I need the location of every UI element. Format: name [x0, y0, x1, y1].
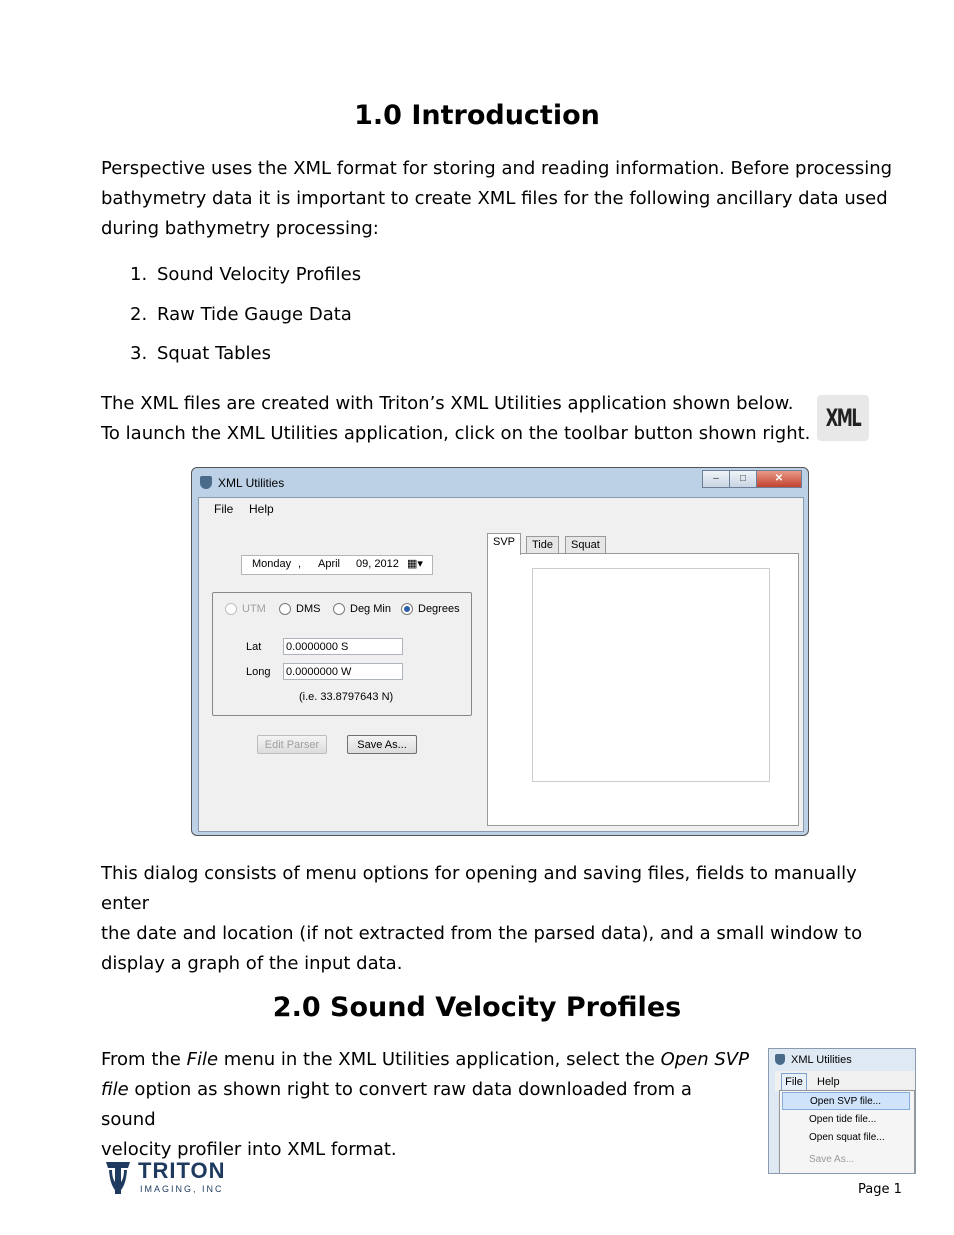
file-dropdown: [779, 1090, 915, 1174]
xml-toolbar-icon: XML: [817, 395, 869, 441]
logo-subtitle: IMAGING, INC: [140, 1184, 224, 1194]
triton-logo: [104, 1158, 229, 1198]
window-title: XML Utilities: [218, 476, 285, 490]
tab-tide[interactable]: Tide: [526, 536, 559, 554]
svp-line-3: velocity profiler into XML format.: [101, 1139, 397, 1160]
xml-utilities-window: [191, 467, 809, 836]
menu-item-open-squat[interactable]: Open squat file...: [809, 1132, 885, 1143]
radio-deg-min[interactable]: Deg Min: [333, 603, 391, 615]
launch-line-1: The XML files are created with Triton’s XML Utilities application shown below.: [101, 393, 794, 414]
maximize-icon[interactable]: □: [729, 470, 757, 488]
svp-line-1: From the File menu in the XML Utilities application, select the Open SVP: [101, 1049, 749, 1070]
mini-menu-help[interactable]: Help: [817, 1076, 840, 1088]
minimize-icon[interactable]: –: [702, 470, 730, 488]
radio-dms[interactable]: DMS: [279, 603, 320, 615]
lat-label: Lat: [246, 641, 262, 653]
tab-squat[interactable]: Squat: [565, 536, 606, 554]
app-icon: [200, 476, 212, 489]
radio-utm[interactable]: UTM: [225, 603, 266, 615]
app-icon: [775, 1054, 785, 1065]
list-item: 1. Sound Velocity Profiles: [130, 264, 362, 285]
intro-line-1: Perspective uses the XML format for storing and reading information. Before processing: [101, 158, 893, 179]
radio-degrees[interactable]: Degrees: [401, 603, 460, 615]
logo-name: TRITON: [138, 1158, 226, 1183]
tab-svp[interactable]: SVP: [487, 533, 521, 555]
window-controls: [703, 470, 802, 488]
menu-file[interactable]: File: [214, 502, 234, 516]
list-item: 2. Raw Tide Gauge Data: [130, 304, 352, 325]
mini-menu-file[interactable]: File: [781, 1073, 807, 1091]
intro-line-2: bathymetry data it is important to create XML files for the following ancillary data used: [101, 188, 888, 209]
intro-paragraph: [101, 154, 901, 244]
dialog-line-2: the date and location (if not extracted from the parsed data), and a small window to: [101, 923, 863, 944]
long-input[interactable]: 0.0000000 W: [283, 663, 403, 680]
menu-item-open-svp[interactable]: Open SVP file...: [782, 1092, 910, 1110]
example-hint: (i.e. 33.8797643 N): [299, 691, 394, 703]
intro-line-3: during bathymetry processing:: [101, 218, 379, 239]
dialog-description: [101, 859, 901, 979]
svp-line-2: file option as shown right to convert raw data downloaded from a sound: [101, 1079, 692, 1130]
menu-item-save-as[interactable]: Save As...: [809, 1154, 855, 1165]
dialog-line-1: This dialog consists of menu options for opening and saving files, fields to manually enter: [101, 863, 857, 914]
launch-paragraph: [101, 389, 901, 449]
menu-bar: [199, 498, 803, 520]
svp-heading: 2.0 Sound Velocity Profiles: [272, 992, 682, 1023]
launch-line-2: To launch the XML Utilities application, click on the toolbar button shown right.: [101, 423, 811, 444]
calendar-dropdown-icon[interactable]: ▦▾: [407, 558, 423, 570]
triton-logo-icon: [104, 1160, 132, 1196]
list-item: 3. Squat Tables: [130, 343, 271, 364]
date-picker[interactable]: Monday , April 09, 2012 ▦▾: [241, 555, 433, 575]
graph-area: [532, 568, 770, 782]
coordinate-group: [212, 592, 472, 716]
dialog-line-3: display a graph of the input data.: [101, 953, 403, 974]
window-client: [198, 497, 804, 832]
close-icon[interactable]: ✕: [756, 470, 802, 488]
lat-input[interactable]: 0.0000000 S: [283, 638, 403, 655]
mini-window-title: XML Utilities: [791, 1054, 852, 1066]
menu-item-open-tide[interactable]: Open tide file...: [809, 1114, 877, 1125]
long-label: Long: [246, 666, 271, 678]
svp-paragraph: [101, 1045, 751, 1165]
edit-parser-button[interactable]: Edit Parser: [257, 735, 327, 754]
file-menu-screenshot: [768, 1048, 916, 1174]
intro-heading: 1.0 Introduction: [354, 100, 600, 131]
page-number: Page 1: [858, 1182, 902, 1197]
menu-help[interactable]: Help: [249, 502, 274, 516]
save-as-button[interactable]: Save As...: [347, 735, 417, 754]
tab-panel: [487, 553, 799, 826]
